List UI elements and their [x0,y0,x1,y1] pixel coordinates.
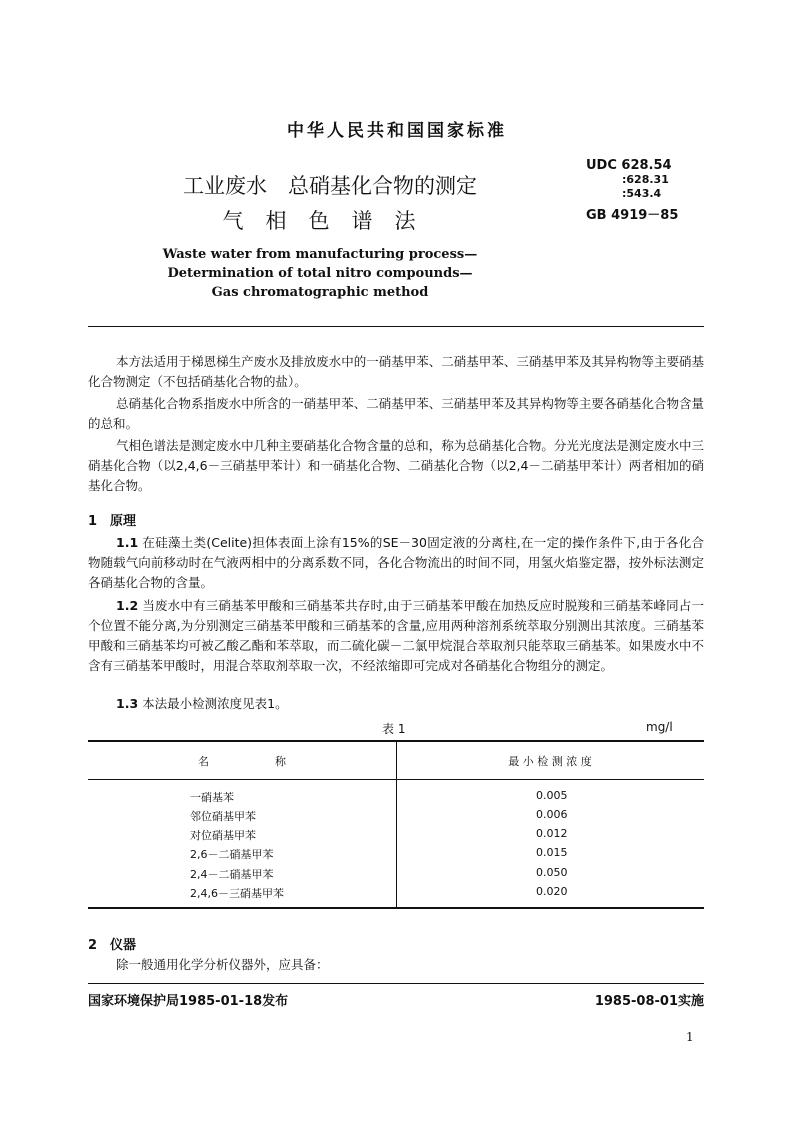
clause-1-2-text: 当废水中有三硝基苯甲酸和三硝基苯共存时,由于三硝基苯甲酸在加热反应时脱羧和三硝基苯峰同占一个位置不能分离,为分别测定三硝基苯甲酸和三硝基苯的含量,应用两种溶剂系统萃取分别测出其浓度。三硝基苯甲酸和三硝基苯均可被乙酸乙酯和苯萃取，而二硫化碳－二氯甲烷混合萃取剂只能萃取三硝基苯。如果废水中不含有三硝基苯甲酸时，用混合萃取剂萃取一次，不经浓缩即可完成对各硝基化合物组分的测定。 [88,598,704,673]
section-2-paragraph-1: 除一般通用化学分析仪器外，应具备： [116,957,329,972]
footer-divider [88,983,704,984]
table-row-name: 2,4,6－三硝基甲苯 [190,887,284,900]
effective-date: 1985-08-01实施 [594,994,704,1009]
intro-paragraph-3: 气相色谱法是测定废水中几种主要硝基化合物含量的总和，称为总硝基化合物。分光光度法是测定废水中三硝基化合物（以2,4,6－三硝基甲苯计）和一硝基化合物、二硝基化合物（以2,4－二硝基甲苯计）两者相加的硝基化合物。 [88,438,704,493]
document-title: 工业废水 总硝基化合物的测定 [183,174,477,198]
table-header-value: 最 小 检 测 浓 度 [508,755,592,768]
english-title-line-1: Waste water from manufacturing process— [162,247,478,262]
gb-code: GB 4919－85 [586,208,679,223]
table-row-value: 0.012 [536,827,568,840]
udc-sub-2: :543.4 [622,187,662,200]
table-row-value: 0.005 [536,789,568,802]
document-subtitle: 气相色谱法 [222,209,438,233]
header-divider [88,326,704,327]
table-row-name: 邻位硝基甲苯 [190,810,256,823]
clause-1-1-text: 在硅藻土类(Celite)担体表面上涂有15%的SE－30固定液的分离柱,在一定的操作条件下,由于各化合物随载气向前移动时在气液两相中的分离系数不同，各化合物流出的时间不同，用氢火焰鉴定器，按外标法测定各硝基化合物的含量。 [88,535,704,590]
section-2-heading: 2 仪器 [88,938,137,953]
intro-paragraph-1: 本方法适用于梯恩梯生产废水及排放废水中的一硝基甲苯、二硝基甲苯、三硝基甲苯及其异构物等主要硝基化合物测定（不包括硝基化合物的盐）。 [88,354,704,389]
table-caption: 表 1 [382,722,406,736]
table-row-value: 0.020 [536,885,568,898]
english-title-line-3: Gas chromatographic method [211,285,429,300]
clause-1-2-number: 1.2 [116,598,139,613]
table-row-value: 0.015 [536,846,568,859]
intro-paragraph-2: 总硝基化合物系指废水中所含的一硝基甲苯、二硝基甲苯、三硝基甲苯及其异构物等主要各硝基化合物含量的总和。 [88,396,704,431]
table-row-name: 对位硝基甲苯 [190,829,256,842]
table-row-name: 2,4－二硝基甲苯 [190,868,274,881]
section-1-heading: 1 原理 [88,514,137,529]
clause-1-1 [88,533,704,593]
clause-1-3 [88,694,704,714]
table-header-name: 名 称 [198,755,286,768]
table-unit: mg/l [646,720,673,734]
clause-1-2 [88,596,704,676]
clause-1-3-text: 本法最小检测浓度见表1。 [142,696,288,711]
standard-title: 中华人民共和国国家标准 [287,121,507,141]
clause-1-1-number: 1.1 [116,535,139,550]
page-number: 1 [686,1030,694,1044]
table-row-value: 0.050 [536,866,568,879]
issue-statement: 国家环境保护局1985-01-18发布 [88,994,289,1009]
table-bottom-rule [88,907,704,909]
udc-code [586,159,672,201]
udc-main: UDC 628.54 [586,158,672,173]
table-row-value: 0.006 [536,808,568,821]
table-row-name: 一硝基苯 [190,791,234,804]
udc-sub-1: :628.31 [622,173,669,186]
table-row-name: 2,6－二硝基甲苯 [190,848,274,861]
clause-1-3-number: 1.3 [116,696,139,711]
table-header-rule [88,779,704,780]
english-title-line-2: Determination of total nitro compounds— [167,266,473,281]
